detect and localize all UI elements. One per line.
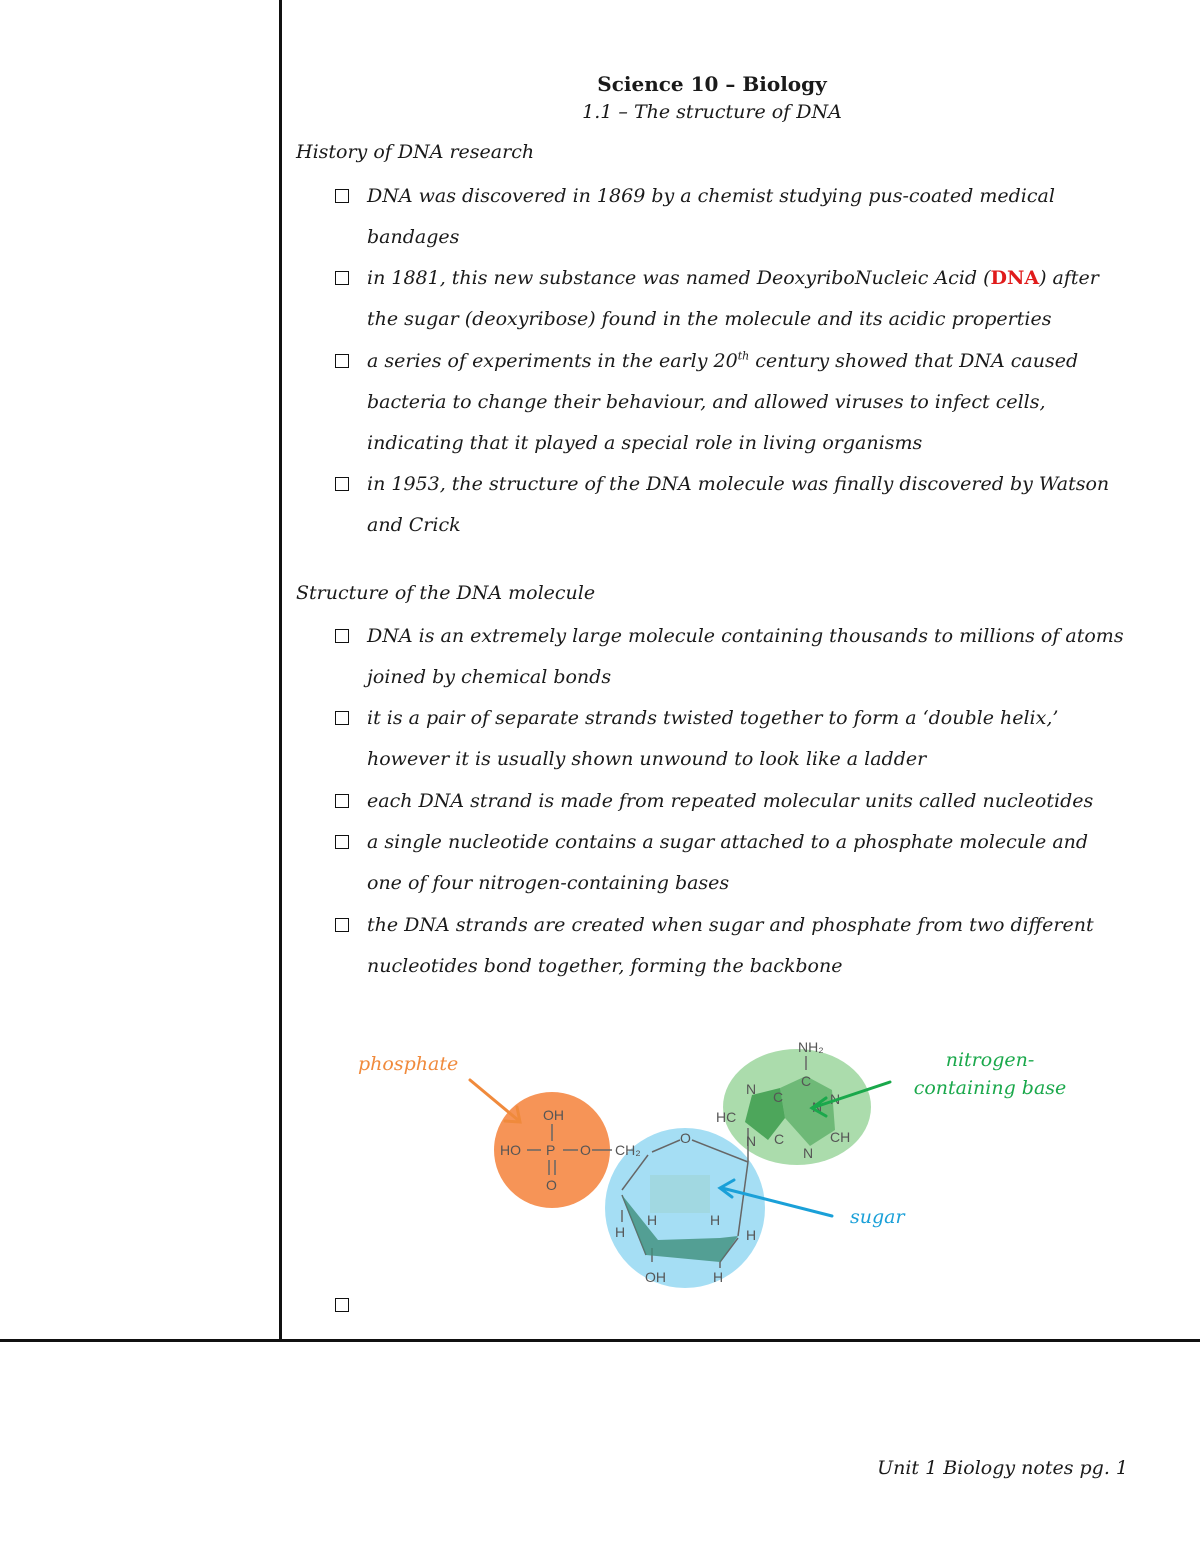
- item-text: in 1953, the structure of the DNA molecule was finally discovered by Watson: [367, 473, 1110, 495]
- atom-label: OH: [645, 1269, 666, 1285]
- atom-label: N: [803, 1145, 814, 1161]
- atom-label: N: [746, 1081, 757, 1097]
- item-text: one of four nitrogen-containing bases: [367, 872, 730, 894]
- item-text: in 1881, this new substance was named DeoxyriboNucleic Acid (DNA) after: [367, 267, 1099, 289]
- dna-highlight: DNA: [990, 267, 1040, 289]
- base-label: nitrogen- containing base: [913, 1049, 1067, 1099]
- atom-label: P: [546, 1142, 556, 1158]
- section-heading-history: History of DNA research: [296, 141, 535, 163]
- phosphate-arrow: [470, 1080, 518, 1120]
- item-text: the sugar (deoxyribose) found in the molecule and its acidic properties: [367, 308, 1052, 330]
- atom-label: CH₂: [615, 1142, 641, 1158]
- item-text: a series of experiments in the early 20th century showed that DNA caused: [367, 349, 1079, 372]
- item-text: it is a pair of separate strands twisted together to form a ‘double helix,’: [367, 707, 1059, 729]
- atom-label: N: [746, 1133, 757, 1149]
- item-text: joined by chemical bonds: [367, 666, 612, 688]
- item-text: each DNA strand is made from repeated molecular units called nucleotides: [367, 790, 1094, 812]
- atom-label: OH: [543, 1107, 564, 1123]
- atom-label: C: [774, 1131, 785, 1147]
- atom-label: O: [580, 1142, 591, 1158]
- atom-label: HO: [500, 1142, 521, 1158]
- atom-label: C: [801, 1073, 812, 1089]
- atom-label: O: [680, 1130, 691, 1146]
- item-text: indicating that it played a special role in living organisms: [367, 432, 923, 454]
- item-text: nucleotides bond together, forming the backbone: [367, 955, 843, 977]
- atom-label: H: [647, 1212, 658, 1228]
- checkbox[interactable]: [335, 1298, 349, 1312]
- item-text: however it is usually shown unwound to look like a ladder: [367, 748, 927, 770]
- page-footer: Unit 1 Biology notes pg. 1: [877, 1457, 1128, 1479]
- atom-label: C: [773, 1089, 784, 1105]
- atom-label: N: [830, 1091, 841, 1107]
- item-text: and Crick: [367, 514, 461, 536]
- atom-label: CH: [830, 1129, 851, 1145]
- atom-label: N: [812, 1099, 823, 1115]
- page-title: Science 10 – Biology: [597, 72, 827, 96]
- sugar-ring-face: [650, 1175, 710, 1213]
- section-heading-structure: Structure of the DNA molecule: [296, 582, 596, 604]
- page-subtitle: 1.1 – The structure of DNA: [582, 101, 842, 123]
- atom-label: H: [746, 1227, 757, 1243]
- item-text: bacteria to change their behaviour, and allowed viruses to infect cells,: [367, 391, 1046, 413]
- item-text: DNA is an extremely large molecule containing thousands to millions of atoms: [367, 625, 1124, 647]
- sugar-label: sugar: [850, 1206, 905, 1228]
- item-text: DNA was discovered in 1869 by a chemist studying pus-coated medical: [367, 185, 1055, 207]
- phosphate-label: phosphate: [358, 1053, 459, 1075]
- atom-label: H: [713, 1269, 724, 1285]
- item-text: bandages: [367, 226, 460, 248]
- atom-label: NH₂: [798, 1039, 824, 1055]
- item-text: the DNA strands are created when sugar and phosphate from two different: [367, 914, 1094, 936]
- atom-label: H: [615, 1224, 626, 1240]
- atom-label: H: [710, 1212, 721, 1228]
- atom-label: O: [546, 1177, 557, 1193]
- item-text: a single nucleotide contains a sugar attached to a phosphate molecule and: [367, 831, 1089, 853]
- atom-label: HC: [716, 1109, 737, 1125]
